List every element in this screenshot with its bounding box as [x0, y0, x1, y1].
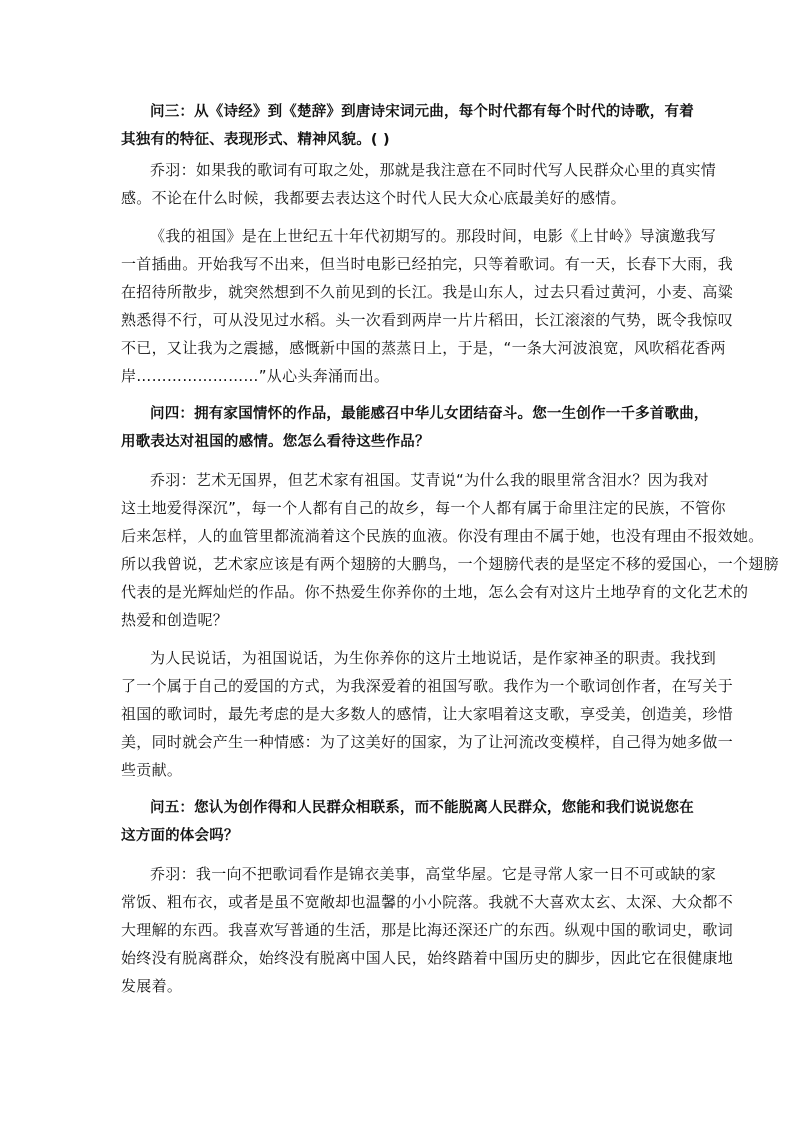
paragraph-line: 些贡献。 — [121, 761, 183, 779]
paragraph-line: 了一个属于自己的爱国的方式，为我深爱着的祖国写歌。我作为一个歌词创作者，在写关于 — [121, 677, 734, 695]
paragraph-line: 一首插曲。开始我写不出来，但当时电影已经拍完，只等着歌词。有一天，长春下大雨，我 — [121, 255, 734, 273]
paragraph-line: 发展着。 — [121, 977, 183, 995]
paragraph-line: 始终没有脱离群众，始终没有脱离中国人民，始终踏着中国历史的脚步，因此它在很健康地 — [121, 949, 734, 967]
question-line: 问三：从《诗经》到《楚辞》到唐诗宋词元曲，每个时代都有每个时代的诗歌，有着 — [150, 104, 694, 120]
question-line: 问五：您认为创作得和人民群众相联系，而不能脱离人民群众，您能和我们说说您在 — [150, 800, 694, 816]
paragraph-line: 乔羽：艺术无国界，但艺术家有祖国。艾青说“为什么我的眼里常含泪水？因为我对 — [150, 471, 709, 489]
paragraph-line: 不已，又让我为之震撼，感慨新中国的蒸蒸日上，于是，“一条大河波浪宽，风吹稻花香两 — [121, 339, 726, 357]
paragraph-line: 大理解的东西。我喜欢写普通的生活，那是比海还深还广的东西。纵观中国的歌词史，歌词 — [121, 921, 734, 939]
question-line: 用歌表达对祖国的感情。您怎么看待这些作品？ — [121, 434, 430, 450]
question-line: 问四：拥有家国情怀的作品，最能感召中华儿女团结奋斗。您一生创作一千多首歌曲， — [150, 406, 709, 422]
paragraph-line: 岸……………………”从心头奔涌而出。 — [121, 367, 390, 385]
paragraph-line: 后来怎样，人的血管里都流淌着这个民族的血液。你没有理由不属于她，也没有理由不报效她。 — [121, 527, 764, 545]
paragraph-line: 感。不论在什么时候，我都要去表达这个时代人民大众心底最美好的感情。 — [121, 189, 626, 207]
paragraph-line: 所以我曾说，艺术家应该是有两个翅膀的大鹏鸟，一个翅膀代表的是坚定不移的爱国心，一个翅膀 — [121, 555, 779, 573]
paragraph-line: 代表的是光辉灿烂的作品。你不热爱生你养你的土地，怎么会有对这片土地孕育的文化艺术的 — [121, 583, 749, 601]
paragraph-line: 乔羽：如果我的歌词有可取之处，那就是我注意在不同时代写人民群众心里的真实情 — [150, 161, 717, 179]
paragraph-line: 为人民说话，为祖国说话，为生你养你的这片土地说话，是作家神圣的职责。我找到 — [150, 649, 717, 667]
question-line: 这方面的体会吗？ — [121, 828, 239, 844]
paragraph-line: 热爱和创造呢？ — [121, 611, 229, 629]
paragraph-line: 祖国的歌词时，最先考虑的是大多数人的感情，让大家唱着这支歌，享受美，创造美，珍惜 — [121, 705, 734, 723]
paragraph-line: 美，同时就会产生一种情感：为了这美好的国家，为了让河流改变模样，自己得为她多做一 — [121, 733, 734, 751]
paragraph-line: 这土地爱得深沉”，每一个人都有自己的故乡，每一个人都有属于命里注定的民族，不管你 — [121, 499, 726, 517]
question-line: 其独有的特征、表现形式、精神风貌。( ) — [121, 132, 390, 148]
paragraph-line: 常饭、粗布衣，或者是虽不宽敞却也温馨的小小院落。我就不大喜欢太玄、太深、大众都不 — [121, 893, 734, 911]
paragraph-line: 在招待所散步，就突然想到不久前见到的长江。我是山东人，过去只看过黄河，小麦、高粱 — [121, 283, 734, 301]
paragraph-line: 熟悉得不行，可从没见过水稻。头一次看到两岸一片片稻田，长江滚滚的气势，既令我惊叹 — [121, 311, 734, 329]
paragraph-line: 乔羽：我一向不把歌词看作是锦衣美事，高堂华屋。它是寻常人家一日不可或缺的家 — [150, 865, 717, 883]
paragraph-line: 《我的祖国》是在上世纪五十年代初期写的。那段时间，电影《上甘岭》导演邀我写 — [150, 227, 717, 245]
